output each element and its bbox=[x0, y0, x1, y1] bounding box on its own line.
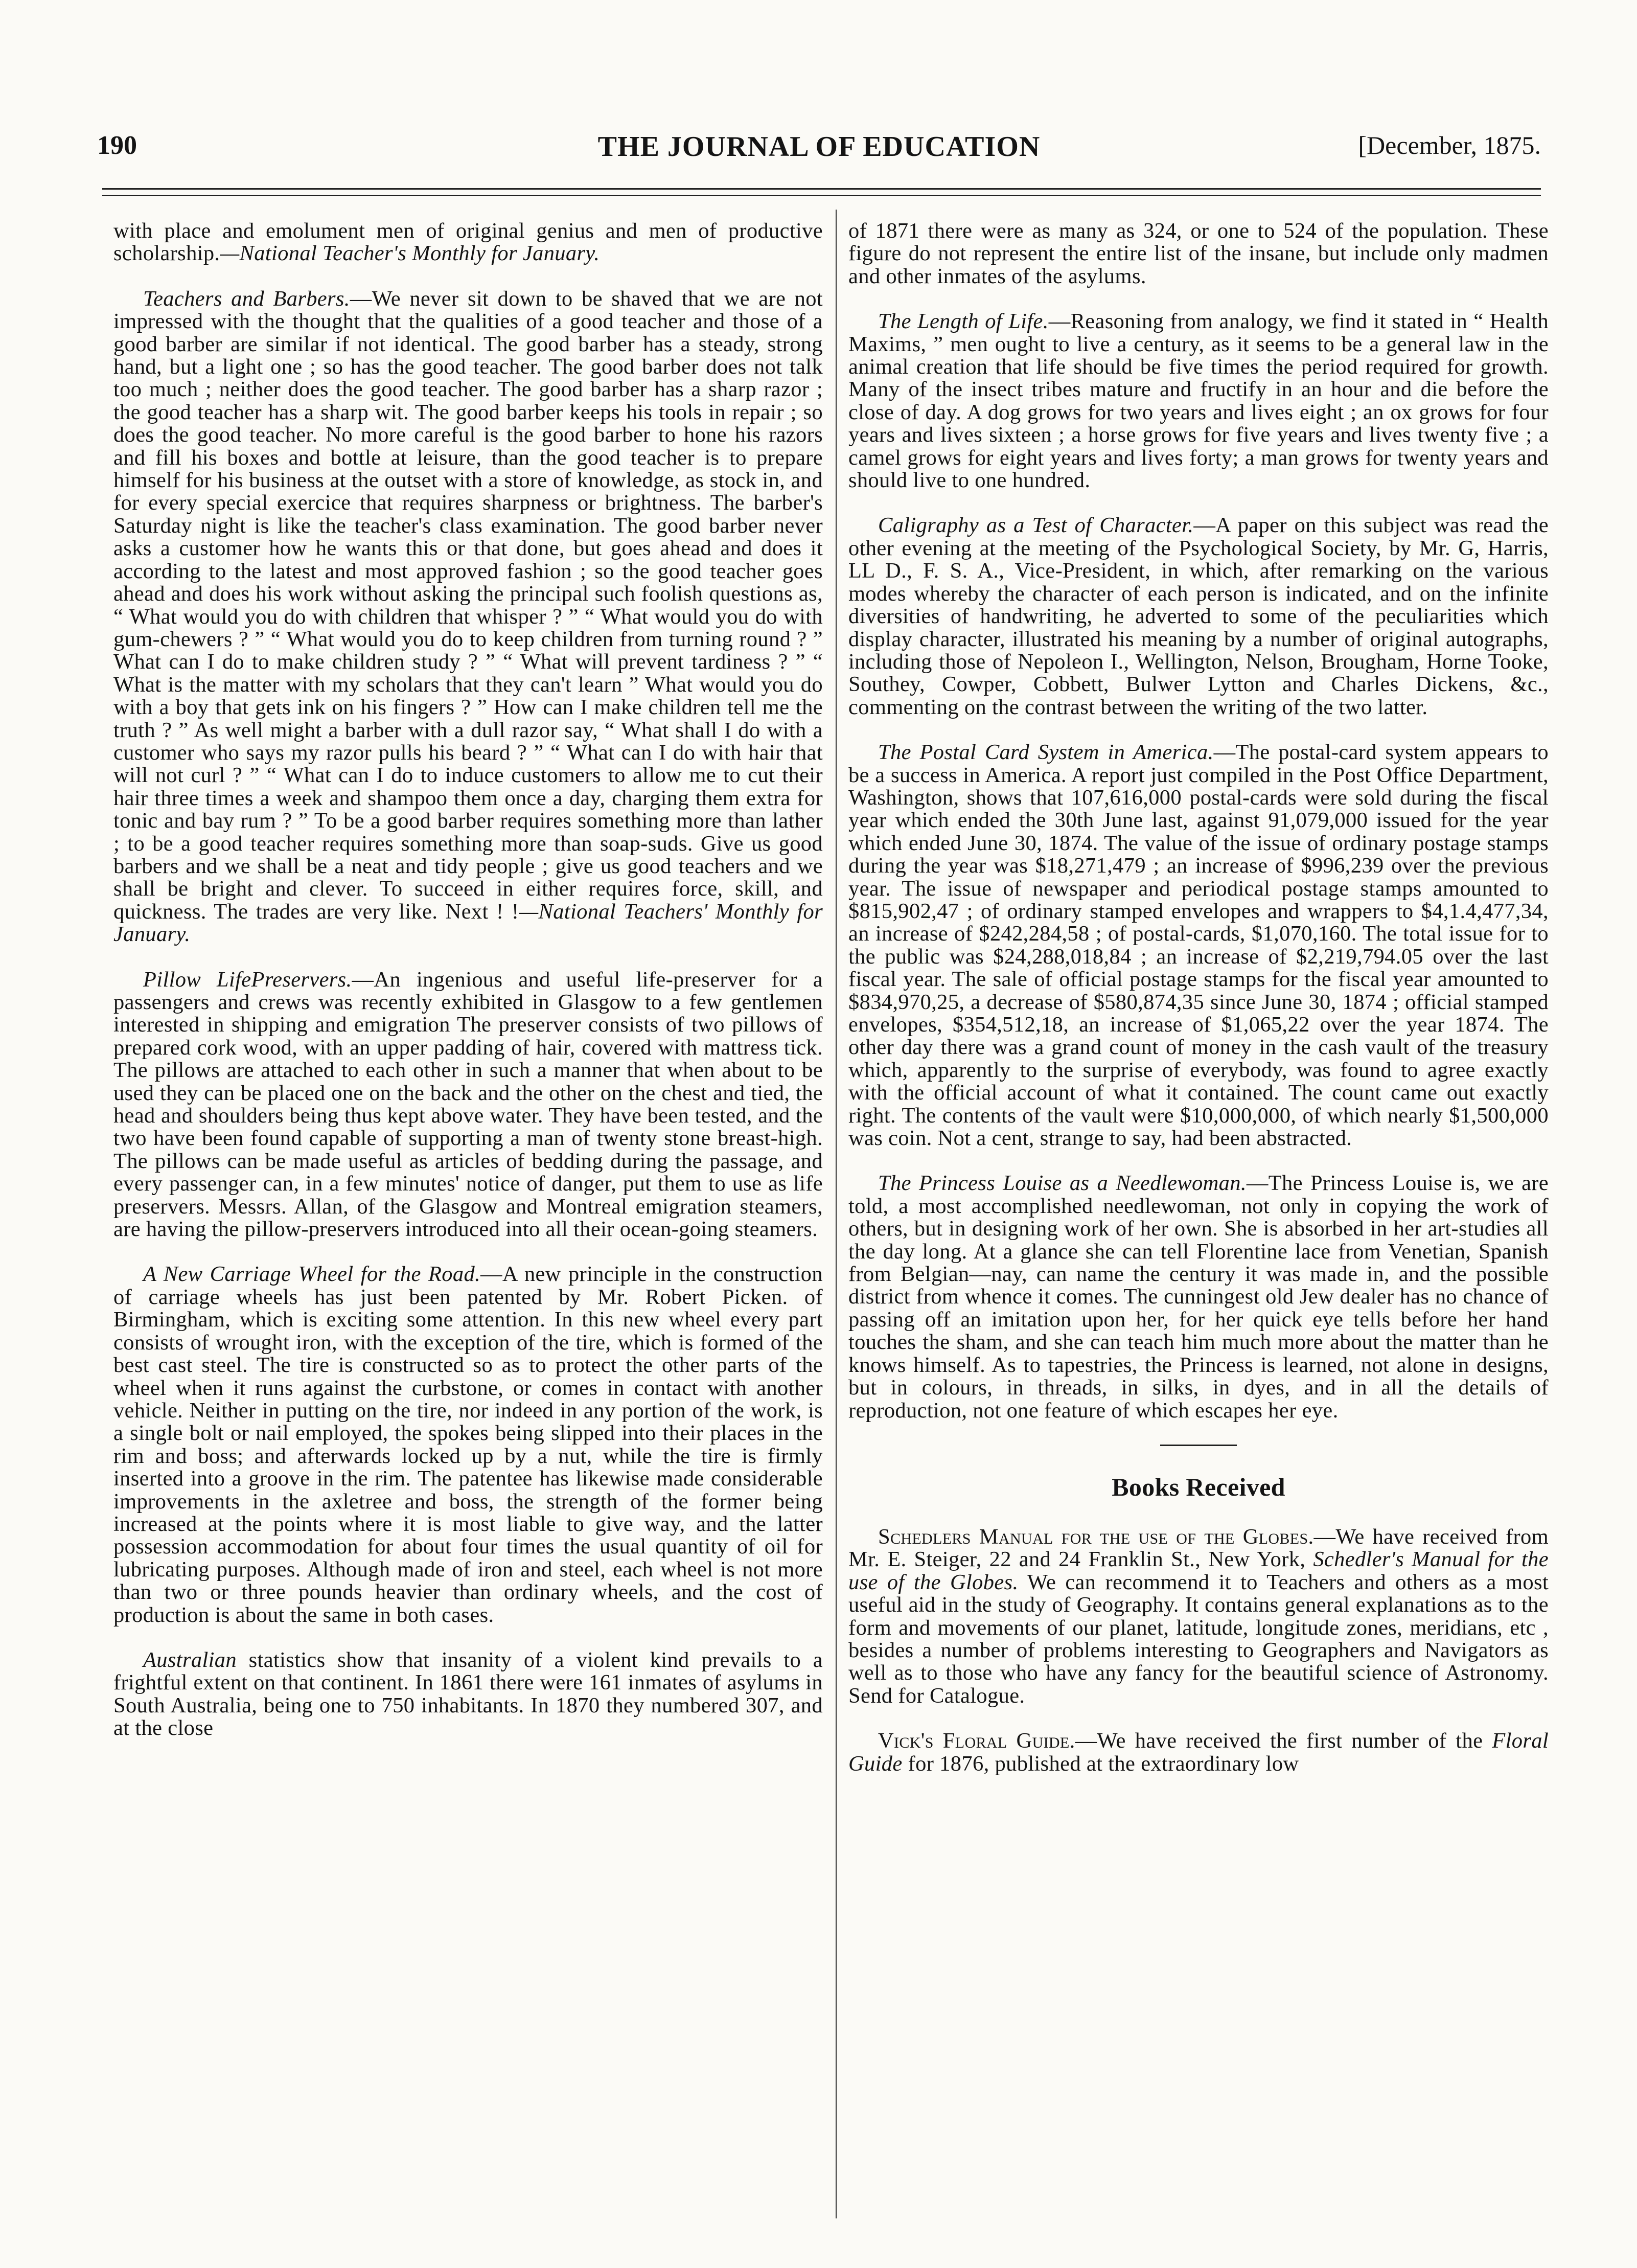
masthead bbox=[97, 130, 1541, 176]
article-source: —National Teachers' Monthly for January. bbox=[113, 899, 823, 947]
article-heading: The Princess Louise as a Needlewoman. bbox=[878, 1171, 1247, 1196]
article-text: of 1871 there were as many as 324, or one to 524 of the population. These figure do not represent the entire list of the insane, but include only madmen and other inmates of the asylums. bbox=[848, 220, 1549, 288]
book-heading: Schedlers Manual for the use of the Globes. bbox=[878, 1524, 1314, 1549]
column-divider bbox=[836, 210, 837, 2218]
article-text: statistics show that insanity of a violent kind prevails to a frightful extent on that continent. In 1861 there were 161 inmates of asylums in South Australia, being one to 750 inhabitants. In 1870 they numbered 307, and at the close bbox=[113, 1647, 823, 1740]
article-text: —Reasoning from analogy, we find it stated in “ Health Maxims, ” men ought to live a century, as it seems to be a general law in the animal creation that life should be five times the period required for growth. Many of the insect tribes mature and fructify in an hour and die before the close of day. A dog grows for two years and lives eight ; an ox grows for four years and lives sixteen ; a horse grows for five years and lives twenty five ; a camel grows for eight years and lives forty; a man grows for twenty years and should live to one hundred. bbox=[848, 309, 1549, 493]
book-title-italic: Schedler's Manual for the use of the Globes. bbox=[848, 1547, 1549, 1594]
article-heading: Australian bbox=[143, 1647, 237, 1672]
article-caligraphy bbox=[848, 514, 1549, 719]
article-carriage-wheel bbox=[113, 1263, 823, 1626]
article-postal-card bbox=[848, 741, 1549, 1150]
article-text: —The postal-card system appears to be a success in America. A report just compiled in the Post Office Department, Washington, shows that 107,616,000 postal-cards were sold during the fiscal year which ended the 30th June last, against 91,079,000 issued for the year which ended June 30, 1874. The value of the issue of ordinary postage stamps during the year was $18,271,479 ; an increase of $996,239 over the previous year. The issue of newspaper and periodical postage stamps amounted to $815,902,47 ; of ordinary stamped envelopes and wrappers to $4,1.4,477,34, an increase of $242,284,58 ; of postal-cards, $1,070,160. The total issue for to the public was $24,288,018,84 ; an increase of $2,219,794.05 over the last fiscal year. The sale of official postage stamps for the fiscal year amounted to $834,970,25, a decrease of $580,874,35 since June 30, 1874 ; official stamped envelopes, $354,512,18, an increase of $1,065,22 over the year 1874. The other day there was a grand count of money in the cash vault of the treasury which, apparently to the surprise of everybody, was found to agree exactly with the official account of what it contained. The count came out exactly right. The contents of the vault were $10,000,000, of which nearly $1,500,000 was coin. Not a cent, strange to say, had been abstracted. bbox=[848, 740, 1549, 1151]
header-rule-thick bbox=[102, 188, 1541, 190]
book-vicks-floral-guide bbox=[848, 1730, 1549, 1775]
article-teachers-and-barbers bbox=[113, 288, 823, 946]
article-heading: Pillow LifePreservers. bbox=[143, 967, 352, 992]
article-heading: The Length of Life. bbox=[878, 309, 1049, 334]
article-heading: Teachers and Barbers. bbox=[143, 286, 350, 311]
book-text: for 1876, published at the extraordinary low bbox=[902, 1751, 1299, 1776]
left-column bbox=[113, 220, 823, 2224]
article-heading: The Postal Card System in America. bbox=[878, 740, 1214, 765]
book-title-italic: Floral Guide bbox=[848, 1729, 1549, 1776]
article-text: —The Princess Louise is, we are told, a most accomplished needlewoman, not only in copying the work of others, but in designing work of her own. She is absorbed in her art-studies all the day long. At a glance she can tell Florentine lace from Venetian, Spanish from Belgian—nay, can name the century it was made in, and the possible district from whence it comes. The cunningest old Jew dealer has no chance of passing off an imitation upon her, for her quick eye tells before her hand touches the sham, and she can teach him much more about the matter than he knows himself. As to tapestries, the Princess is learned, not alone in designs, but in colours, in threads, in silks, in dyes, and in all the details of reproduction, not one feature of which escapes her eye. bbox=[848, 1171, 1549, 1423]
book-schedlers-manual bbox=[848, 1526, 1549, 1707]
section-title-books-received: Books Received bbox=[1112, 1472, 1285, 1501]
right-column bbox=[848, 220, 1549, 2224]
journal-title: THE JOURNAL OF EDUCATION bbox=[597, 131, 1041, 163]
article-pillow-life-preservers bbox=[113, 969, 823, 1241]
header-rule-thin bbox=[102, 195, 1541, 196]
article-heading: Caligraphy as a Test of Character. bbox=[878, 513, 1194, 538]
article-australian-statistics bbox=[113, 1649, 823, 1740]
issue-date: [December, 1875. bbox=[1358, 131, 1541, 159]
article-continued bbox=[113, 220, 823, 265]
article-text: with place and emolument men of original genius and men of productive scholarship. bbox=[113, 220, 823, 266]
article-text: —A paper on this subject was read the other evening at the meeting of the Psychological Society, by Mr. G, Harris, LL D., F. S. A., Vice-President, in which, after remarking on the various modes whereby the character of each person is indicated, and on the infinite diversities of handwriting, he adverted to some of the peculiarities which display character, illustrated his meaning by a number of original autographs, including those of Nepoleon I., Wellington, Nelson, Brougham, Horne Tooke, Southey, Cowper, Cobbett, Bulwer Lytton and Charles Dickens, &c., commenting on the contrast between the writing of the two latter. bbox=[848, 513, 1549, 719]
article-princess-louise bbox=[848, 1172, 1549, 1422]
book-text: —We have received from Mr. E. Steiger, 22 and 24 Franklin St., New York, bbox=[848, 1524, 1549, 1572]
book-text: We can recommend it to Teachers and others as a most useful aid in the study of Geography. It contains general explanations as to the form and movements of our planet, latitude, longitude zones, meridians, etc , besides a number of problems interesting to Geographers and Navigators as well as to those who have any fancy for the beautiful science of Astronomy. Send for Catalogue. bbox=[848, 1570, 1549, 1708]
page-number: 190 bbox=[97, 131, 137, 160]
article-australian-continued bbox=[848, 220, 1549, 288]
book-text: —We have received the first number of the bbox=[1075, 1729, 1492, 1753]
book-heading: Vick's Floral Guide. bbox=[878, 1729, 1075, 1753]
article-length-of-life bbox=[848, 310, 1549, 492]
section-divider bbox=[1160, 1445, 1237, 1446]
article-text: —We never sit down to be shaved that we are not impressed with the thought that the qualities of a good teacher and those of a good barber are similar if not identical. The good barber has a steady, strong hand, but a light one ; so has the good teacher. The good barber does not talk too much ; neither does the good teacher. The good barber has a sharp razor ; the good teacher has a sharp wit. The good barber keeps his tools in repair ; so does the good teacher. No more careful is the good barber to hone his razors and fill his boxes and bottle at leisure, than the good teacher is to prepare himself for his business at the outset with a store of knowledge, as stock in, and for every special exercice that requires sharpness or brightness. The barber's Saturday night is like the teacher's class examination. The good barber never asks a customer how he wants this or that done, but goes ahead and does it according to the latest and most approved fashion ; so the good teacher goes ahead and does his work without asking the principal such foolish questions as, “ What would you do with children that whisper ? ” “ What would you do with gum-chewers ? ” “ What would you do to keep children from turning round ? ” What can I do to make children study ? ” “ What will prevent tardiness ? ” “ What is the matter with my scholars that they can't learn ” What would you do with a boy that gets ink on his fingers ? ” How can I make children tell me the truth ? ” As well might a barber with a dull razor say, “ What shall I do with a customer who says my razor pulls his beard ? ” “ What can I do with hair that will not curl ? ” “ What can I do to induce customers to allow me to cut their hair three times a week and shampoo them once a day, charging them extra for tonic and bay rum ? ” To be a good barber requires something more than lather ; to be a good teacher requires something more than soap-suds. Give us good barbers and we shall be a neat and tidy people ; give us good teachers and we shall be bright and clever. To succeed in either requires force, skill, and quickness. The trades are very like. Next ! ! bbox=[113, 286, 823, 924]
article-text: —A new principle in the construction of carriage wheels has just been patented by Mr. Robert Picken. of Birmingham, which is exciting some attention. In this new wheel every part consists of wrought iron, with the exception of the tire, which is formed of the best cast steel. The tire is constructed so as to protect the other parts of the wheel when it runs against the curbstone, or comes in contact with another vehicle. Neither in putting on the tire, nor indeed in any portion of the work, is a single bolt or nail employed, the spokes being slipped into their places in the rim and boss; and afterwards locked up by a nut, while the tire is firmly inserted into a groove in the rim. The patentee has likewise made considerable improvements in the axletree and boss, the strength of the former being increased at the points where it is most liable to give way, and the latter possession accommodation for about four times the usual quantity of oil for lubricating purposes. Although made of iron and steel, each wheel is not more than two or three pounds heavier than ordinary wheels, and the cost of production is about the same in both cases. bbox=[113, 1262, 823, 1627]
article-heading: A New Carriage Wheel for the Road. bbox=[143, 1262, 481, 1287]
article-text: —An ingenious and useful life-preserver for a passengers and crews was recently exhibited in Glasgow to a few gentlemen interested in shipping and emigration The preserver consists of two pillows of prepared cork wood, with an upper padding of hair, covered with mattress tick. The pillows are attached to each other in such a manner that when about to be used they can be placed one on the back and the other on the chest and tied, the head and shoulders being thus kept above water. They have been tested, and the two have been found capable of supporting a man of twenty stone breast-high. The pillows can be made useful as articles of bedding during the passage, and every passenger can, in a few minutes' notice of danger, put them to use as life preservers. Messrs. Allan, of the Glasgow and Montreal emigration steamers, are having the pillow-preservers introduced into all their ocean-going steamers. bbox=[113, 967, 823, 1242]
article-source: —National Teacher's Monthly for January. bbox=[220, 241, 600, 266]
